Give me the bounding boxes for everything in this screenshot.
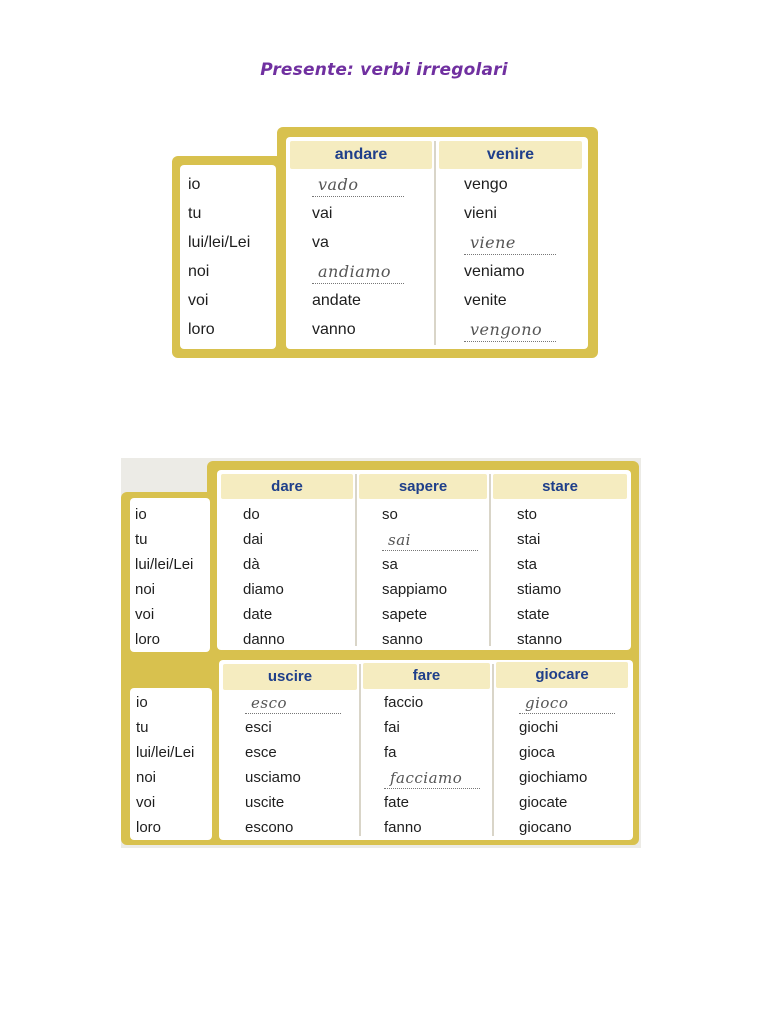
- pronoun-label: tu: [188, 205, 202, 222]
- verb-form: giochi: [519, 719, 559, 736]
- pronoun-label: lui/lei/Lei: [188, 234, 251, 251]
- handwritten-answer: sai: [382, 529, 478, 551]
- verb-form: veniamo: [464, 263, 525, 280]
- pronoun-label: tu: [136, 719, 149, 736]
- conjugation-table-andare-venire: [172, 127, 598, 358]
- verb-header-uscire: uscire: [223, 664, 357, 690]
- pronoun-label: loro: [135, 631, 161, 648]
- verb-header-andare: andare: [290, 141, 432, 169]
- verb-form: uscite: [245, 794, 285, 811]
- pronoun-label: voi: [188, 292, 209, 309]
- verb-form: date: [243, 606, 273, 623]
- pronoun-label: loro: [136, 819, 162, 836]
- verb-header-sapere: sapere: [359, 474, 487, 499]
- verb-form: sa: [382, 556, 398, 573]
- verb-form: esce: [245, 744, 277, 761]
- pronoun-label: io: [188, 176, 201, 193]
- verb-form: do: [243, 506, 260, 523]
- verb-form: vanno: [312, 321, 356, 338]
- pronoun-label: noi: [188, 263, 210, 280]
- pronoun-label: noi: [136, 769, 157, 786]
- handwritten-answer: vado: [312, 173, 404, 197]
- verb-form: dai: [243, 531, 264, 548]
- verb-form: escono: [245, 819, 294, 836]
- handwritten-answer: facciamo: [384, 767, 480, 789]
- pronoun-label: io: [136, 694, 148, 711]
- pronoun-label: tu: [135, 531, 148, 548]
- verb-form: vengo: [464, 176, 508, 193]
- handwritten-answer: gioco: [519, 692, 615, 714]
- verb-form: stanno: [517, 631, 563, 648]
- verb-form: venite: [464, 292, 507, 309]
- pronoun-label: noi: [135, 581, 156, 598]
- handwritten-answer: vengono: [464, 318, 556, 342]
- pronoun-label: voi: [135, 606, 155, 623]
- verb-header-giocare: giocare: [496, 662, 628, 688]
- verb-form: vai: [312, 205, 333, 222]
- verb-form: usciamo: [245, 769, 301, 786]
- verb-form: fai: [384, 719, 400, 736]
- verb-header-fare: fare: [363, 663, 490, 689]
- verb-form: stai: [517, 531, 541, 548]
- verb-form: faccio: [384, 694, 424, 711]
- verb-form: giochiamo: [519, 769, 588, 786]
- pronoun-label: io: [135, 506, 147, 523]
- verb-header-venire: venire: [439, 141, 582, 169]
- verb-form: andate: [312, 292, 361, 309]
- verb-form: sanno: [382, 631, 423, 648]
- verb-form: sta: [517, 556, 538, 573]
- pronoun-label: lui/lei/Lei: [136, 744, 195, 761]
- verb-form: fate: [384, 794, 410, 811]
- verb-form: sapete: [382, 606, 428, 623]
- pronoun-label: lui/lei/Lei: [135, 556, 194, 573]
- page-title: Presente: verbi irregolari: [260, 60, 508, 80]
- verb-form: diamo: [243, 581, 284, 598]
- verb-form: fanno: [384, 819, 422, 836]
- verb-form: stiamo: [517, 581, 562, 598]
- verb-form: sappiamo: [382, 581, 448, 598]
- verb-header-dare: dare: [221, 474, 353, 499]
- verb-form: esci: [245, 719, 272, 736]
- verb-form: danno: [243, 631, 285, 648]
- verb-form: fa: [384, 744, 397, 761]
- handwritten-answer: andiamo: [312, 260, 404, 284]
- verb-form: giocate: [519, 794, 568, 811]
- pronoun-label: voi: [136, 794, 156, 811]
- verb-form: giocano: [519, 819, 572, 836]
- pronoun-label: loro: [188, 321, 215, 338]
- verb-form: dà: [243, 556, 260, 573]
- handwritten-answer: esco: [245, 692, 341, 714]
- verb-form: gioca: [519, 744, 555, 761]
- handwritten-answer: viene: [464, 231, 556, 255]
- verb-form: vieni: [464, 205, 497, 222]
- conjugation-table-group-2: [121, 458, 641, 848]
- verb-header-stare: stare: [493, 474, 627, 499]
- verb-form: so: [382, 506, 398, 523]
- verb-form: state: [517, 606, 550, 623]
- verb-form: va: [312, 234, 329, 251]
- verb-form: sto: [517, 506, 538, 523]
